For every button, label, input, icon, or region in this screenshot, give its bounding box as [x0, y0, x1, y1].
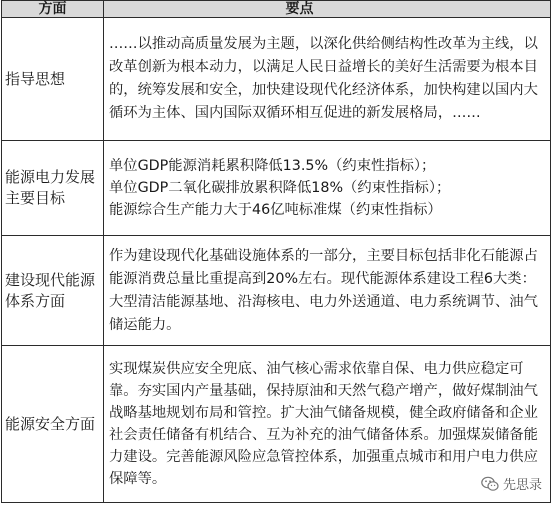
row-content-cell	[104, 141, 550, 235]
watermark	[479, 474, 544, 493]
table-row	[2, 346, 550, 503]
table-row	[2, 141, 550, 236]
row-aspect: 建设现代能源体系方面	[2, 236, 104, 345]
target-line: 单位GDP能源消耗累积降低13.5%（约束性指标）；	[109, 158, 436, 174]
row-aspect: 能源电力发展主要目标	[2, 141, 104, 235]
table-row	[2, 18, 550, 141]
row-content: 作为建设现代化基础设施体系的一部分，主要目标包括非化石能源占能源消费总量比重提高到20%左右。现代能源体系建设工程6大类：大型清洁能源基地、沿海核电、电力外送通道、电力系统调节、油气储运能力。	[109, 247, 538, 333]
row-content-cell	[104, 236, 550, 345]
row-aspect: 指导思想	[2, 18, 104, 140]
policy-table	[1, 0, 551, 503]
watermark-text: 先思录	[502, 478, 542, 493]
row-content: ……以推动高质量发展为主题，以深化供给侧结构性改革为主线，以改革创新为根本动力，以满足人民日益增长的美好生活需要为根本目的，统筹发展和安全，加快建设现代化经济体系，加快构建以国内大循环为主体、国内国际双循环相互促进的新发展格局，……	[109, 36, 538, 121]
header-aspect: 方面	[2, 1, 104, 17]
row-aspect: 能源安全方面	[2, 346, 104, 502]
table-header-row	[2, 1, 550, 18]
row-content: 实现煤炭供应安全兜底、油气核心需求依靠自保、电力供应稳定可靠。夯实国内产量基础，保持原油和天然气稳产增产，做好煤制油气战略基地规划布局和管控。扩大油气储备规模，健全政府储备和企业社会责任储备有机结合、互为补充的油气储备体系。加强煤炭储备能力建设。完善能源风险应急管控体系，加强重点城市和用户电力供应保障等。	[109, 361, 538, 487]
table-row	[2, 236, 550, 346]
row-content-cell	[104, 18, 550, 140]
target-line: 单位GDP二氧化碳排放累积降低18%（约束性指标）；	[109, 180, 451, 196]
wechat-icon	[481, 476, 499, 492]
row-content	[109, 155, 544, 221]
header-points: 要点	[285, 1, 314, 17]
target-line: 能源综合生产能力大于46亿吨标准煤（约束性指标）	[109, 202, 442, 218]
